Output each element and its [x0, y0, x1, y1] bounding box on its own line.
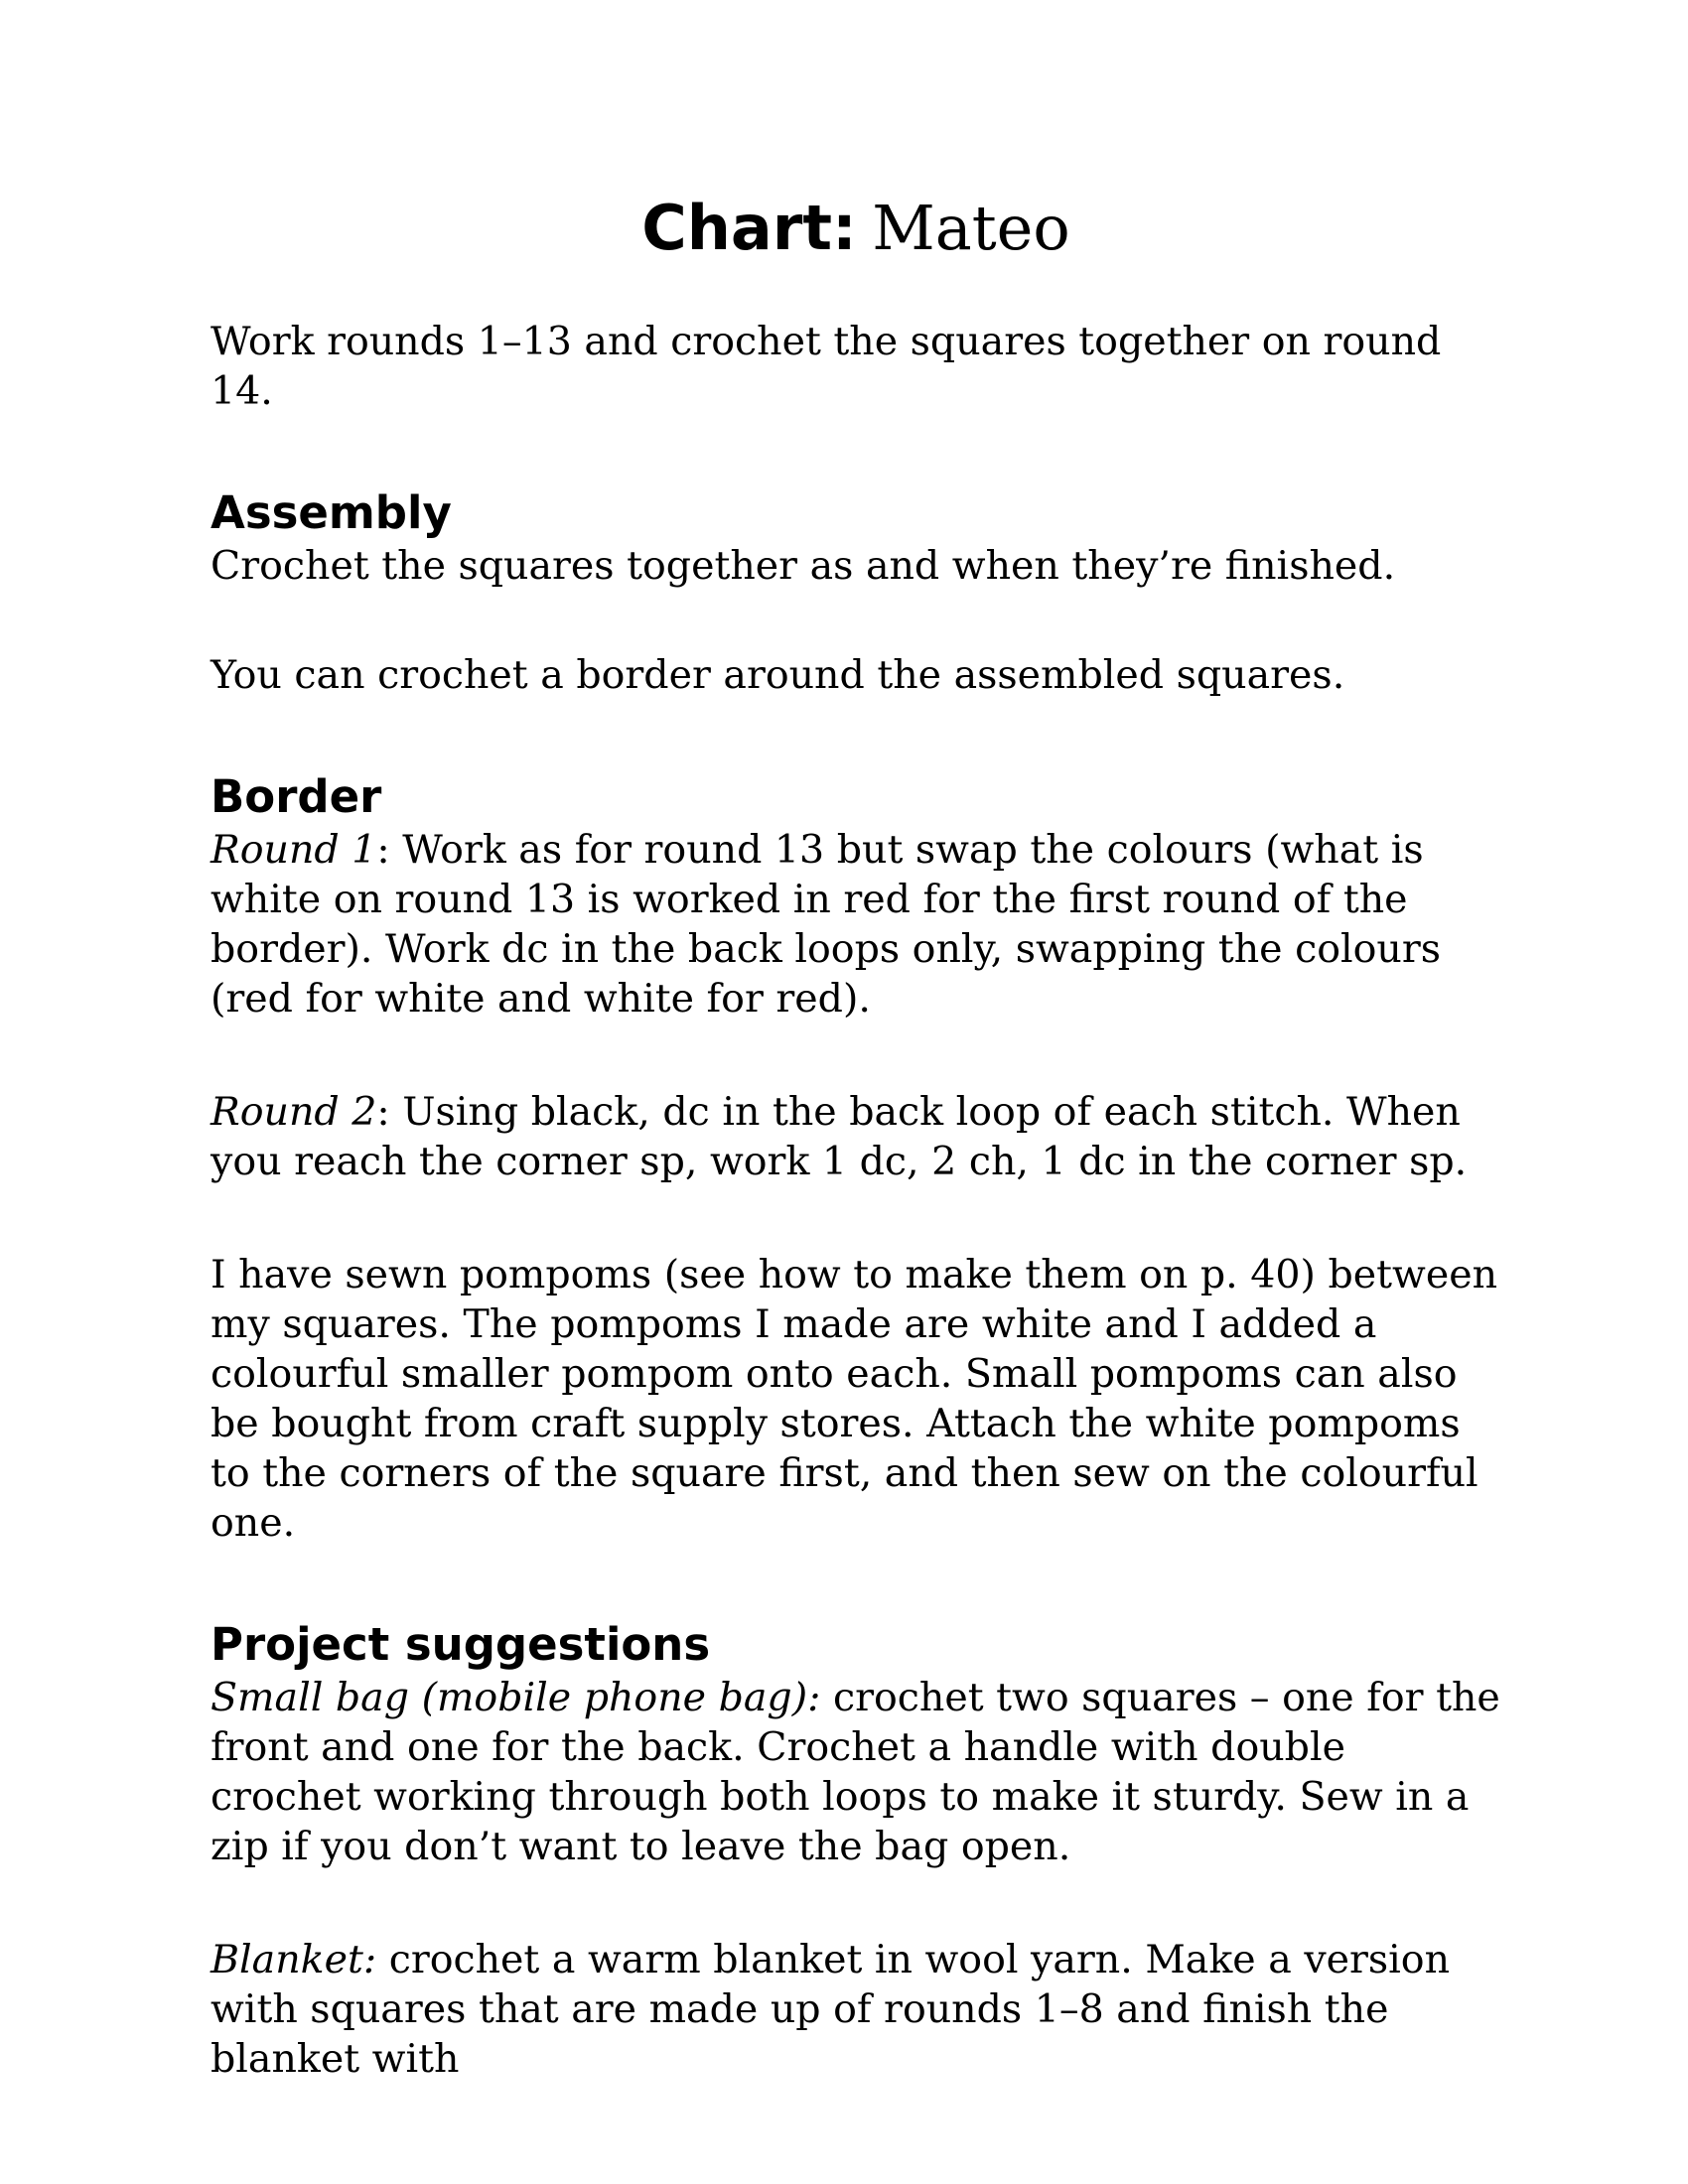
border-round-2: [211, 1087, 1501, 1186]
intro-paragraph: Work rounds 1–13 and crochet the squares together on round 14.: [211, 319, 1442, 414]
border-section: [211, 769, 1501, 1548]
pompoms-paragraph: I have sewn pompoms (see how to make them on p. 40) between my squares. The pompoms I made are white and I added a colourful smaller pompom onto each. Small pompoms can also be bought from craft supply stores. Attach the white pompoms to the corners of the square first, and then sew on the colourful one.: [211, 1252, 1498, 1546]
round-2-text: : Using black, dc in the back loop of each stitch. When you reach the corner sp, work 1 dc, 2 ch, 1 dc in the corner sp.: [211, 1089, 1468, 1184]
project-blanket: [211, 1935, 1501, 2084]
assembly-heading: Assembly: [211, 486, 452, 539]
blanket-label: Blanket:: [211, 1937, 377, 1982]
assembly-section: [211, 485, 1501, 700]
title-label: Chart:: [641, 192, 857, 264]
assembly-paragraph-1: Crochet the squares together as and when they’re finished.: [211, 543, 1396, 589]
document-page: [211, 189, 1501, 2084]
project-bag: [211, 1673, 1501, 1871]
round-1-label: Round 1: [211, 827, 377, 873]
bag-text: crochet two squares – one for the front and one for the back. Crochet a handle with double crochet working through both loops to make it sturdy. Sew in a zip if you don’t want to leave the bag open.: [211, 1675, 1500, 1869]
border-round-1: [211, 825, 1501, 1024]
round-1-text: : Work as for round 13 but swap the colours (what is white on round 13 is worked in red for the first round of the border). Work dc in the back loops only, swapping the colours (red for white and white for red).: [211, 827, 1441, 1022]
page-title: [211, 189, 1501, 269]
projects-section: [211, 1617, 1501, 2084]
border-heading: Border: [211, 770, 382, 823]
title-name: Mateo: [872, 192, 1070, 264]
assembly-paragraph-2: You can crochet a border around the assembled squares.: [211, 652, 1345, 698]
projects-heading: Project suggestions: [211, 1618, 711, 1671]
round-2-label: Round 2: [211, 1089, 377, 1135]
blanket-text: crochet a warm blanket in wool yarn. Make a version with squares that are made up of rounds 1–8 and finish the blanket with: [211, 1937, 1451, 2082]
bag-label: Small bag (mobile phone bag):: [211, 1675, 821, 1720]
